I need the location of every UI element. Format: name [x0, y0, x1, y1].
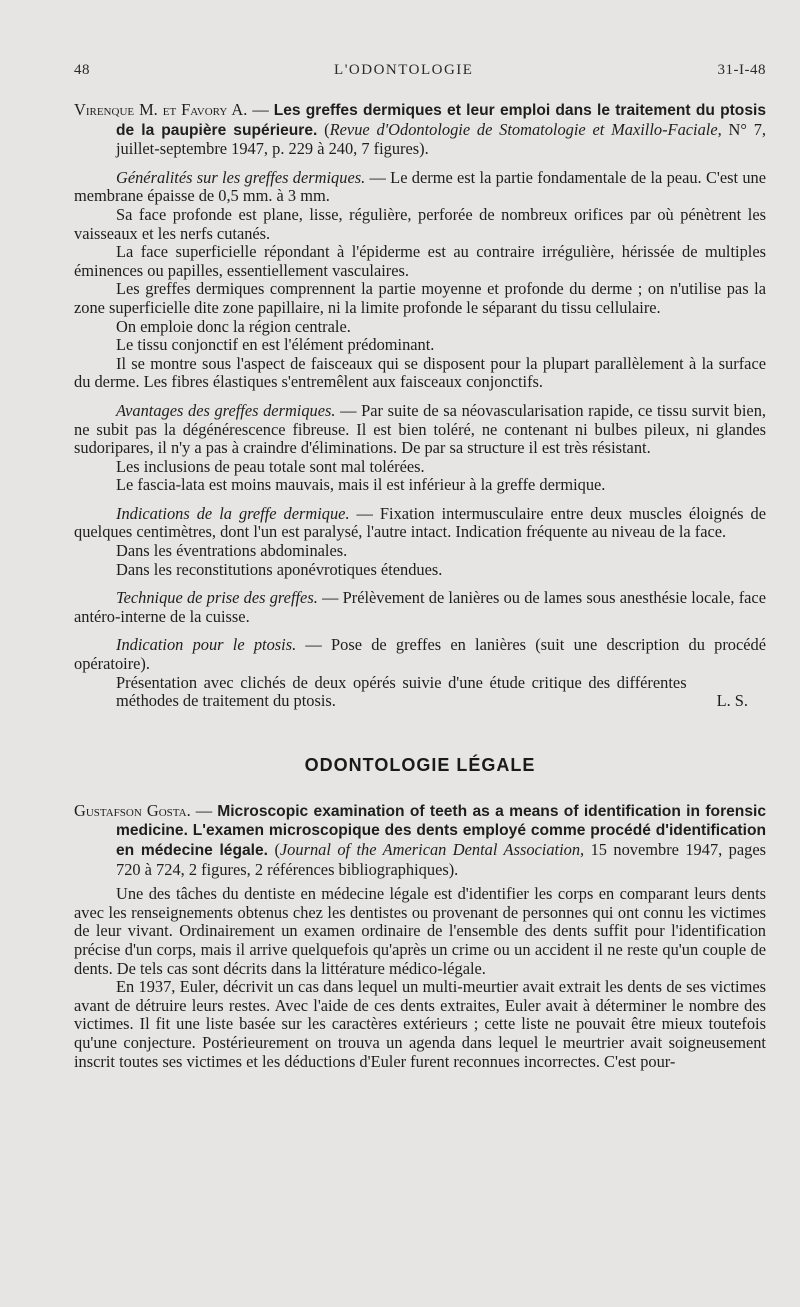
paragraph-text: Dans les éventrations abdominales.	[116, 541, 348, 561]
journal-title: L'ODONTOLOGIE	[334, 62, 474, 78]
review1-paragraph	[74, 476, 766, 495]
paragraph-text: Les greffes dermiques comprennent la partie moyenne et profonde du derme ; on n'utilise pas la zone superficielle dite zone papillaire, ni la limite profonde le séparant du tissu cellulaire.	[74, 279, 766, 317]
review1-source-open: (	[317, 119, 330, 139]
paragraph-text: — Fixation intermusculaire entre deux muscles éloignés de quelques centimètres, dont l'un est paralysé, l'autre intact. Indication fréquente au niveau de la face.	[74, 503, 766, 542]
review2-paragraph: En 1937, Euler, décrivit un cas dans lequel un multi-meurtier avait extrait les dents de ses victimes avant de détruire leurs restes. Avec l'aide de ces dents extraites, Euler avait à déterminer le nombre des victimes. Il fit une liste basée sur les caractères extérieurs ; cette liste ne pouvait être mieux toutefois qu'une conjecture. Postérieurement on trouva un agenda dans lequel le meurtrier avait soigneusement inscrit toutes ses victimes et les déductions d'Euler furent reconnues incorrectes. C'est pour-	[74, 977, 766, 1071]
running-header	[74, 62, 766, 79]
paragraph-text: La face superficielle répondant à l'épiderme est au contraire irrégulière, hérissée de multiples éminences ou papilles, essentiellement vasculaires.	[74, 242, 766, 280]
subheading: Généralités sur les greffes dermiques.	[116, 167, 366, 187]
subheading: Indications de la greffe dermique.	[116, 503, 350, 523]
review2-source-open: (	[268, 840, 280, 859]
review2-dash: —	[190, 800, 218, 820]
review1-final	[74, 674, 766, 711]
subheading: Indication pour le ptosis.	[116, 635, 297, 655]
subheading: Technique de prise des greffes.	[116, 588, 318, 608]
paragraph-text: Le fascia-lata est moins mauvais, mais il est inférieur à la greffe dermique.	[116, 475, 606, 495]
review2-citation	[74, 802, 766, 879]
review1-source-details: N° 7, juillet-septembre 1947, p. 229 à 240, 7 figures).	[116, 119, 767, 159]
review2-source-details: 15 novembre 1947, pages 720 à 724, 2 figures, 2 références bibliographiques).	[116, 840, 766, 879]
paragraph-text: Le tissu conjonctif en est l'élément prédominant.	[116, 335, 435, 355]
review1-paragraph	[74, 636, 766, 673]
review2-source: Journal of the American Dental Association,	[279, 840, 585, 859]
review1-authors: Virenque M. et Favory A.	[74, 100, 248, 119]
review1-paragraph	[74, 243, 766, 280]
paragraph-text: Dans les reconstitutions aponévrotiques étendues.	[116, 559, 443, 579]
review1-final-text: Présentation avec clichés de deux opérés suivie d'une étude critique des différentes méthodes de traitement du ptosis.	[116, 672, 687, 711]
review1-paragraph	[74, 458, 766, 477]
review1-paragraph	[74, 169, 766, 206]
paragraph-text: — Par suite de sa néovascularisation rapide, ce tissu survit bien, ne subit pas la dégénérescence fibreuse. Il est bien toléré, ne contenant ni bulbes pileux, ni glandes sudoripares, il n'y a pas à craindre d'éliminations. De par sa structure il est très résistant.	[74, 400, 766, 458]
paragraph-text: — Le derme est la partie fondamentale de la peau. C'est une membrane épaisse de 0,5 mm. à 3 mm.	[74, 167, 766, 206]
paragraph-text: Il se montre sous l'aspect de faisceaux qui se disposent pour la plupart parallèlement à la surface du derme. Les fibres élastiques s'entremêlent aux faisceaux conjonctifs.	[74, 353, 766, 392]
review2-paragraph: Une des tâches du dentiste en médecine légale est d'identifier les corps en comparant leurs dents avec les renseignements obtenus chez les dentistes ou provenant de personnes qui ont connu les victimes de leur vivant. Ordinairement un examen ordinaire de l'ensemble des dents suffit pour l'identification précise d'un corps, mais il arrive quelquefois qu'après un crime ou un accident il ne reste qu'un couple de dents. De tels cas sont décrits dans la littérature médico-légale.	[74, 884, 766, 978]
review1-paragraph	[74, 355, 766, 392]
review1-dash: —	[247, 100, 274, 119]
subheading: Avantages des greffes dermiques.	[116, 400, 336, 420]
paragraph-text: — Prélèvement de lanières ou de lames sous anesthésie locale, face antéro-interne de la cuisse.	[74, 588, 766, 626]
paragraph-text: Les inclusions de peau totale sont mal tolérées.	[116, 456, 425, 476]
review1-paragraph	[74, 589, 766, 626]
review1-paragraph	[74, 206, 766, 243]
review2-body	[74, 885, 766, 1071]
issue-date: 31-I-48	[717, 62, 766, 78]
review1-citation	[74, 101, 766, 159]
review1-paragraph	[74, 561, 766, 580]
review1-paragraph	[74, 280, 766, 317]
review1-paragraph	[74, 336, 766, 355]
review1-signature: L. S.	[716, 691, 748, 711]
review2-authors: Gustafson Gosta.	[74, 800, 191, 820]
review1-paragraph	[74, 505, 766, 542]
review1-body	[74, 169, 766, 674]
review1-title: Les greffes dermiques et leur emploi dans le traitement du ptosis de la paupière supérieure.	[116, 102, 767, 139]
review2-title: Microscopic examination of teeth as a means of identification in forensic medicine. L'examen microscopique des dents employé comme procédé d'identification en médecine légale.	[116, 802, 767, 859]
review1-paragraph	[74, 402, 766, 458]
review1-paragraph	[74, 542, 766, 561]
page-number: 48	[74, 62, 90, 78]
paragraph-text: Sa face profonde est plane, lisse, régulière, perforée de nombreux orifices par où pénètrent les vaisseaux et les nerfs cutanés.	[74, 204, 766, 243]
section-title: ODONTOLOGIE LÉGALE	[304, 754, 536, 775]
review1-source: Revue d'Odontologie de Stomatologie et Maxillo-Faciale,	[329, 119, 722, 139]
paragraph-text: — Pose de greffes en lanières (suit une description du procédé opératoire).	[74, 635, 766, 674]
paragraph-text: On emploie donc la région centrale.	[116, 316, 351, 336]
review1-paragraph	[74, 318, 766, 337]
